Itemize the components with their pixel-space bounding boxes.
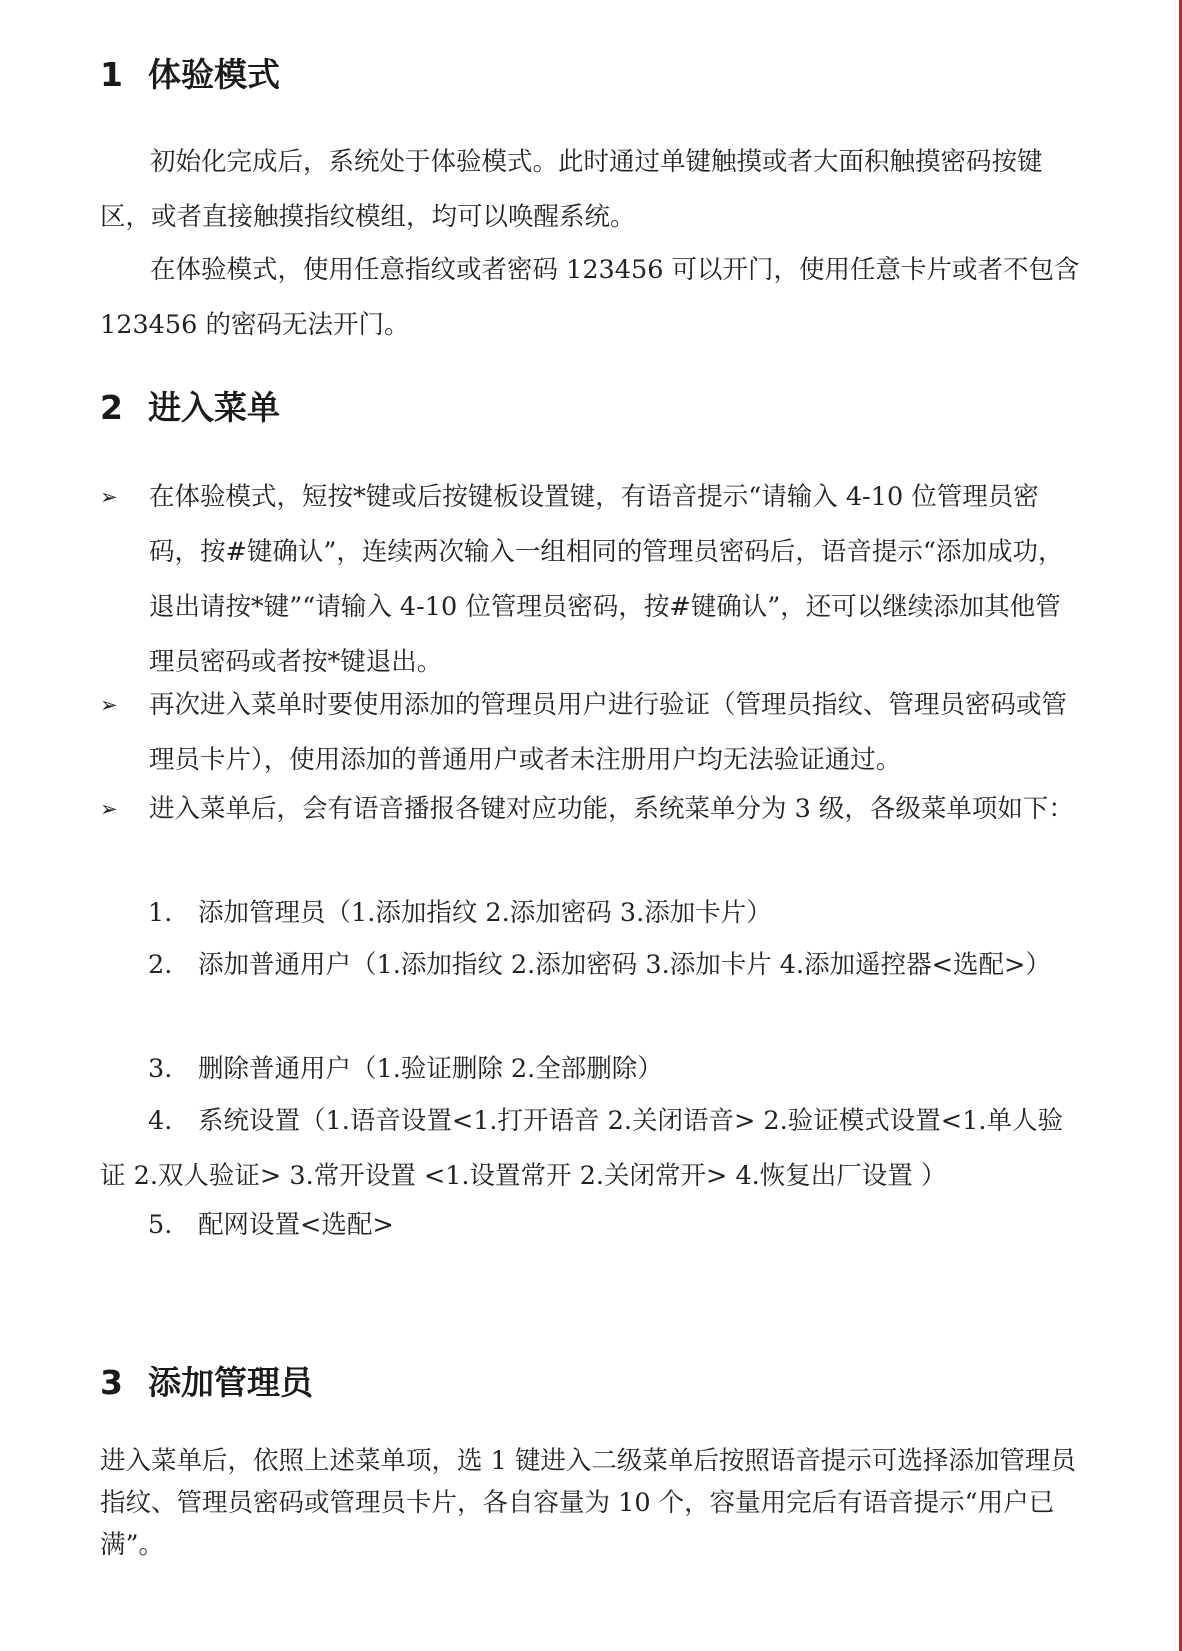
section-1-heading [100,55,280,95]
item-number: 4. [148,1106,173,1136]
item-number: 2. [148,950,173,980]
menu-list-item [100,886,1082,941]
section-title: 添加管理员 [148,1363,313,1402]
paragraph: 初始化完成后，系统处于体验模式。此时通过单键触摸或者大面积触摸密码按键区，或者直接触摸指纹模组，均可以唤醒系统。 [100,147,1043,232]
bullet-item [100,678,1082,788]
menu-list-item [100,938,1082,993]
paragraph: 在体验模式，使用任意指纹或者密码 123456 可以开门，使用任意卡片或者不包含 123456 的密码无法开门。 [100,255,1080,340]
arrow-bullet-icon: ➢ [100,485,118,509]
bullet-text: 进入菜单后，会有语音播报各键对应功能，系统菜单分为 3 级，各级菜单项如下： [149,794,1074,824]
bullet-text: 再次进入菜单时要使用添加的管理员用户进行验证（管理员指纹、管理员密码或管理员卡片），使用添加的普通用户或者未注册用户均无法验证通过。 [149,690,1068,775]
item-text: 添加管理员（1.添加指纹 2.添加密码 3.添加卡片） [198,898,772,928]
menu-list-item [100,1094,1082,1204]
bullet-text: 在体验模式，短按*键或后按键板设置键，有语音提示“请输入 4-10 位管理员密码，按#键确认”，连续两次输入一组相同的管理员密码后，语音提示“添加成功，退出请按*键”“请输入 4-10 位管理员密码，按#键确认”，还可以继续添加其他管理员密码或者按*键退出。 [149,482,1064,677]
section-number: 2 [100,388,123,427]
item-text: 添加普通用户（1.添加指纹 2.添加密码 3.添加卡片 4.添加遥控器<选配>） [198,950,1051,980]
section-number: 3 [100,1363,123,1402]
item-text: 配网设置<选配> [198,1210,394,1240]
item-text: 系统设置（1.语音设置<1.打开语音 2.关闭语音> 2.验证模式设置<1.单人验证 2.双人验证> 3.常开设置 <1.设置常开 2.关闭常开> 4.恢复出厂设置 ） [100,1106,1063,1191]
bullet-item [100,782,1082,837]
menu-list-item [100,1042,1082,1097]
item-number: 5. [148,1210,173,1240]
paragraph: 进入菜单后，依照上述菜单项，选 1 键进入二级菜单后按照语音提示可选择添加管理员指纹、管理员密码或管理员卡片，各自容量为 10 个，容量用完后有语音提示“用户已满”。 [100,1446,1076,1560]
menu-list-item [100,1198,1082,1253]
section-title: 体验模式 [148,55,280,94]
item-number: 1. [148,898,173,928]
item-number: 3. [148,1054,173,1084]
arrow-bullet-icon: ➢ [100,693,118,717]
section-title: 进入菜单 [148,388,280,427]
section-number: 1 [100,55,123,94]
section-2-heading [100,388,280,428]
item-text: 删除普通用户（1.验证删除 2.全部删除） [198,1054,663,1084]
section-3-heading [100,1363,313,1403]
arrow-bullet-icon: ➢ [100,797,118,821]
bullet-item [100,470,1082,690]
